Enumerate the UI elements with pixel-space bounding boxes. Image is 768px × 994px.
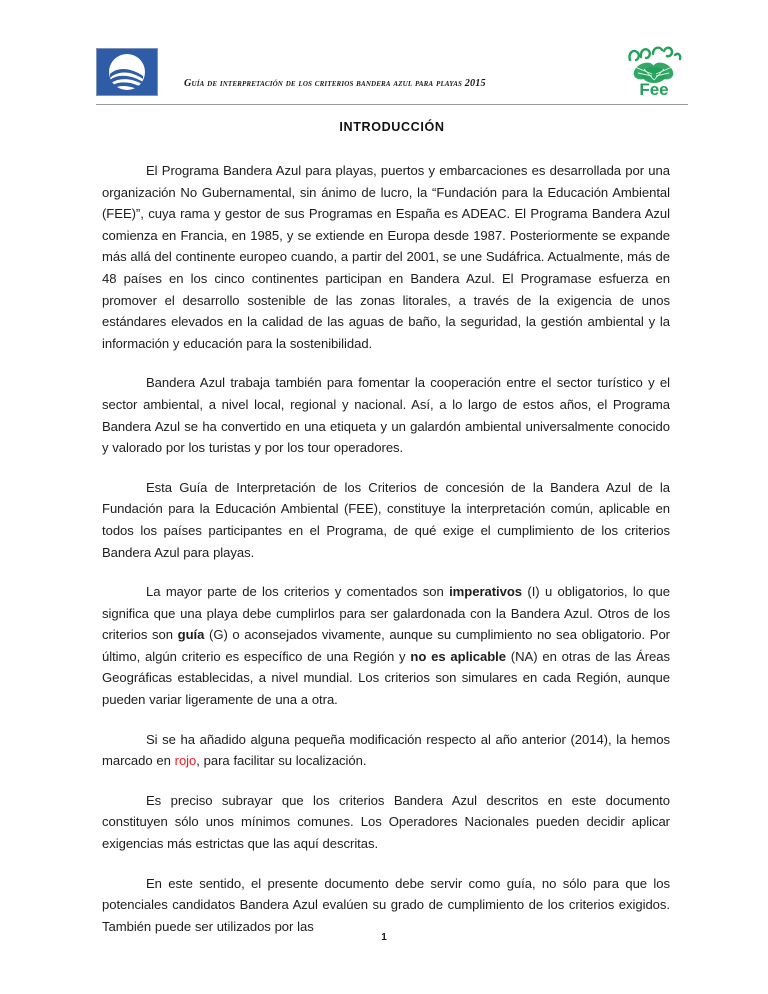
document-body — [102, 160, 670, 937]
text-run: (NA) en otras de las Áreas Geográficas establecidas, a nivel mundial. Los criterios son simulares en cada Región, aunque pueden variar ligeramente de una a otra. — [102, 648, 670, 708]
text-run: En este sentido, el presente documento debe servir como guía, no sólo para que los potenciales candidatos Bandera Azul evalúen su grado de cumplimiento de los criterios exigidos. También puede ser utilizados por las — [102, 875, 670, 934]
paragraph — [102, 581, 670, 711]
header-divider — [96, 104, 688, 105]
text-run: Es preciso subrayar que los criterios Bandera Azul descritos en este documento constituyen sólo unos mínimos comunes. Los Operadores Nacionales pueden decidir aplicar exigencias más estrictas que las aquí descritas. — [102, 792, 670, 852]
text-run: El Programa Bandera Azul para playas, puertos y embarcaciones es desarrollada por una organización No Gubernamental, sin ánimo de lucro, la “Fundación para la Educación Ambiental (FEE)”, cuya rama y gestor de sus Programas en España es ADEAC. El Programa Bandera Azul comienza en Francia, en 1985, y se extiende en Europa desde 1987. Posteriormente se expande más allá del continente europeo cuando, a partir del 2001, se une Sudáfrica. Actualmente, más de 48 países en los cinco continentes participan en Bandera Azul. El Programase esfuerza en promover el desarrollo sostenible de las zonas litorales, a través de la exigencia de unos estándares elevados en la calidad de las aguas de baño, la seguridad, la gestión ambiental y la información y educación para la sostenibilidad. — [102, 163, 670, 351]
fee-adeac-logo — [620, 42, 688, 100]
page-header — [96, 42, 688, 102]
text-run: (I) u obligatorios, lo que significa que una playa debe cumplirlos para ser galardonada con la Bandera Azul. Otros de los criterios son — [102, 584, 670, 643]
paragraph — [102, 160, 670, 354]
section-heading-introduccion: INTRODUCCIÓN — [339, 120, 445, 134]
svg-text:Fee: Fee — [639, 80, 669, 99]
text-run: Esta Guía de Interpretación de los Criterios de concesión de la Bandera Azul de la Fundación para la Educación Ambiental (FEE), constituye la interpretación común, aplicable en todos los países participantes en el Programa, de qué exige el cumplimiento de los criterios Bandera Azul para playas. — [102, 479, 670, 560]
emphasis-bold: no es aplicable — [410, 648, 506, 664]
text-run: Si se ha añadido alguna pequeña modificación respecto al año anterior (2014), la hemos marcado en — [102, 731, 670, 769]
paragraph — [102, 873, 670, 938]
paragraph — [102, 477, 670, 563]
emphasis-bold: guía — [177, 627, 205, 643]
text-run: Bandera Azul trabaja también para fomentar la cooperación entre el sector turístico y el sector ambiental, a nivel local, regional y nacional. Así, a lo largo de estos años, el Programa Bandera Azul se ha convertido en una etiqueta y un galardón ambiental universalmente conocido y valorado por los turistas y por los tour operadores. — [102, 375, 670, 456]
text-run: , para facilitar su localización. — [196, 753, 367, 769]
paragraph — [102, 790, 670, 855]
paragraph — [102, 372, 670, 458]
text-run: La mayor parte de los criterios y comentados son — [146, 584, 450, 600]
blue-flag-logo — [96, 48, 158, 96]
page-number: 1 — [381, 932, 387, 943]
text-run: (G) o aconsejados vivamente, aunque su cumplimiento no sea obligatorio. Por último, algún criterio es específico de una Región y — [102, 627, 670, 664]
highlight-red: rojo — [174, 753, 197, 769]
header-title: Guía de interpretación de los criterios bandera azul para playas 2015 — [184, 78, 486, 89]
emphasis-bold: imperativos — [449, 584, 523, 600]
paragraph — [102, 729, 670, 772]
